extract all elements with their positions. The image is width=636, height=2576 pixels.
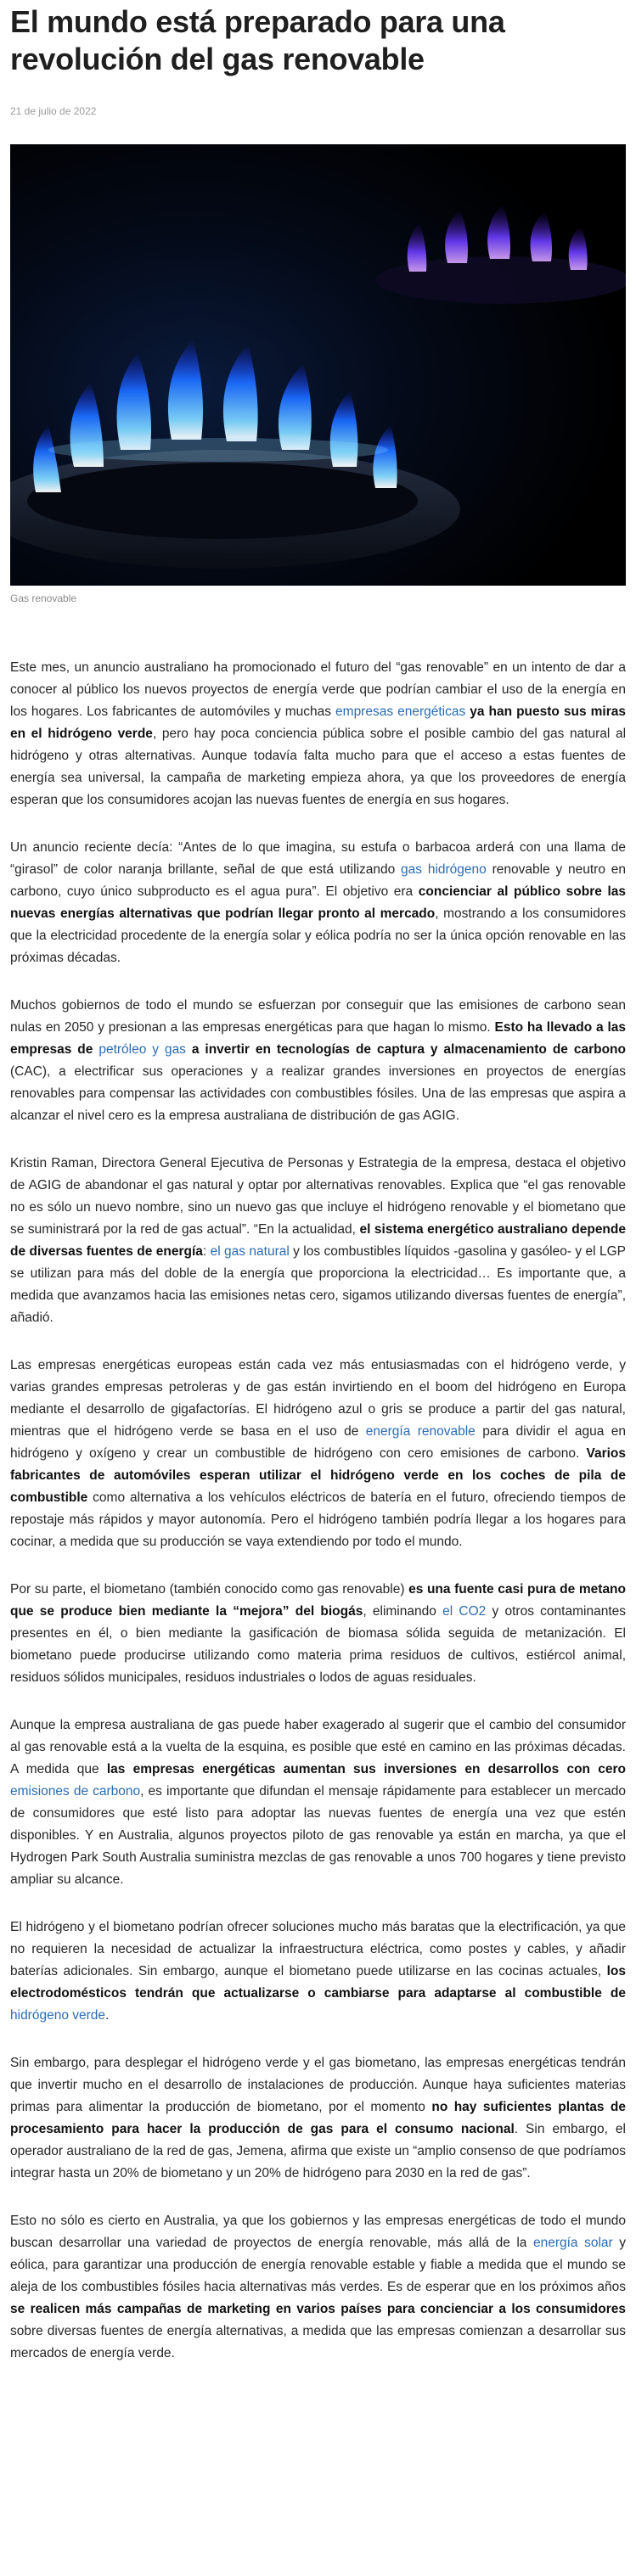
- paragraph-7: Aunque la empresa australiana de gas puede haber exagerado al sugerir que el cambio del consumidor al gas renovable está a la vuelta de la esquina, es posible que esté en camino en las próximas décadas. A medida que las empresas energéticas aumentan sus inversiones en desarrollos con cero emisiones de carbono, es importante que difundan el mensaje rápidamente para establecer un mercado de consumidores que esté listo para adoptar las nuevas fuentes de energía una vez que estén disponibles. Y en Australia, algunos proyectos piloto de gas renovable ya están en marcha, ya que el Hydrogen Park South Australia suministra mezclas de gas renovable a unos 700 hogares y tiene previsto ampliar su alcance.: [10, 1718, 626, 1887]
- article-date: 21 de julio de 2022: [10, 105, 97, 117]
- paragraph-9: Sin embargo, para desplegar el hidrógeno verde y el gas biometano, las empresas energéticas tendrán que invertir mucho en el desarrollo de instalaciones de producción. Aunque haya suficientes materias primas para alimentar la producción de biometano, por el momento no hay suficientes plantas de procesamiento para hacer la producción de gas para el consumo nacional. Sin embargo, el operador australiano de la red de gas, Jemena, afirma que existe un “amplio consenso de que podríamos integrar hasta un 20% de biometano y un 20% de hidrógeno para 2030 en la red de gas”.: [10, 2056, 626, 2180]
- paragraph-2: Un anuncio reciente decía: “Antes de lo que imagina, su estufa o barbacoa arderá con una llama de “girasol” de color naranja brillante, señal de que está utilizando gas hidrógeno renovable y neutro en carbono, cuyo único subproducto es el agua pura”. El objetivo era concienciar al público sobre las nuevas energías alternativas que podrían llegar pronto al mercado, mostrando a los consumidores que la electricidad procedente de la energía solar y eólica podría no ser la única opción renovable en las próximas décadas.: [10, 840, 627, 965]
- hero-figure: [10, 144, 626, 586]
- link-hidrogeno-verde[interactable]: hidrógeno verde: [10, 2008, 106, 2023]
- article-body: [10, 657, 626, 2365]
- paragraph-6: Por su parte, el biometano (también conocido como gas renovable) es una fuente casi pura de metano que se produce bien mediante la “mejora” del biogás, eliminando el CO2 y otros contaminantes presentes en él, o bien mediante la gasificación de biomasa sólida seguida de metanización. El biometano puede producirse utilizando como materia prima residuos de cultivos, estiércol animal, residuos sólidos municipales, residuos industriales o lodos de aguas residuales.: [10, 1582, 626, 1685]
- image-caption: Gas renovable: [10, 592, 77, 604]
- paragraph-4: Kristin Raman, Directora General Ejecutiva de Personas y Estrategia de la empresa, destaca el objetivo de AGIG de abandonar el gas natural y optar por alternativas renovables. Explica que “el gas renovable no es sólo un nuevo nombre, sino un nuevo gas que incluye el hidrógeno renovable y el biometano que se suministrará por la red de gas actual”. “En la actualidad, el sistema energético australiano depende de diversas fuentes de energía: el gas natural y los combustibles líquidos -gasolina y gasóleo- y el LGP se utilizan para más del doble de la energía que proporciona la electricidad… Es importante que, a medida que avanzamos hacia las emisiones netas cero, sigamos utilizando diversas fuentes de energía”, añadió.: [10, 1156, 626, 1325]
- article-title: El mundo está preparado para una revolución del gas renovable: [10, 4, 505, 76]
- link-el-co2[interactable]: el CO2: [442, 1604, 487, 1619]
- link-gas-hidrogeno[interactable]: gas hidrógeno: [401, 862, 487, 877]
- link-energia-renovable[interactable]: energía renovable: [365, 1424, 476, 1439]
- link-petroleo-y-gas[interactable]: petróleo y gas: [98, 1042, 186, 1057]
- link-emisiones-de-carbono[interactable]: emisiones de carbono: [10, 1784, 141, 1799]
- paragraph-5: Las empresas energéticas europeas están cada vez más entusiasmadas con el hidrógeno verde, y varias grandes empresas petroleras y de gas están invirtiendo en el boom del hidrógeno en Europa mediante el desarrollo de gigafactorías. El hidrógeno azul o gris se produce a partir del gas natural, mientras que el hidrógeno verde se basa en el uso de energía renovable para dividir el agua en hidrógeno y oxígeno y crear un combustible de hidrógeno con cero emisiones de carbono. Varios fabricantes de automóviles esperan utilizar el hidrógeno verde en los coches de pila de combustible como alternativa a los vehículos eléctricos de batería en el futuro, ofreciendo tiempos de repostaje más rápidos y mayor autonomía. Pero el hidrógeno también podría llegar a los hogares para cocinar, a medida que su producción se vaya extendiendo por todo el mundo.: [10, 1358, 626, 1549]
- gas-burner-flame-image: [10, 144, 626, 586]
- paragraph-3: Muchos gobiernos de todo el mundo se esfuerzan por conseguir que las emisiones de carbono sean nulas en 2050 y presionan a las empresas energéticas para que hagan lo mismo. Esto ha llevado a las empresas de petróleo y gas a invertir en tecnologías de captura y almacenamiento de carbono (CAC), a electrificar sus operaciones y a realizar grandes inversiones en proyectos de energías renovables para compensar las actividades con combustibles fósiles. Una de las empresas que aspira a alcanzar el nivel cero es la empresa australiana de distribución de gas AGIG.: [10, 998, 626, 1123]
- paragraph-1: Este mes, un anuncio australiano ha promocionado el futuro del “gas renovable” en un intento de dar a conocer al público los nuevos proyectos de energía verde que podrían cambiar el uso de la energía en los hogares. Los fabricantes de automóviles y muchas empresas energéticas ya han puesto sus miras en el hidrógeno verde, pero hay poca conciencia pública sobre el posible cambio del gas natural al hidrógeno y otras alternativas. Aunque todavía falta mucho para que el acceso a estas fuentes de energía sea universal, la campaña de marketing empieza ahora, ya que los proveedores de energía esperan que los consumidores acojan las nuevas fuentes de energía en sus hogares.: [10, 660, 627, 807]
- paragraph-8: El hidrógeno y el biometano podrían ofrecer soluciones mucho más baratas que la electrificación, ya que no requieren la necesidad de actualizar la infraestructura eléctrica, como postes y cables, y añadir baterías adicionales. Sin embargo, aunque el biometano puede utilizarse en las cocinas actuales, los electrodomésticos tendrán que actualizarse o cambiarse para adaptarse al combustible de hidrógeno verde.: [10, 1920, 626, 2023]
- paragraph-10: Esto no sólo es cierto en Australia, ya que los gobiernos y las empresas energéticas de todo el mundo buscan desarrollar una variedad de proyectos de energía renovable, más allá de la energía solar y eólica, para garantizar una producción de energía renovable estable y fiable a medida que el mundo se aleja de los combustibles fósiles hacia alternativas más verdes. Es de esperar que en los próximos años se realicen más campañas de marketing en varios países para concienciar a los consumidores sobre diversas fuentes de energía alternativas, a medida que las empresas comienzan a desarrollar sus mercados de energía verde.: [10, 2214, 626, 2360]
- link-empresas-energeticas[interactable]: empresas energéticas: [335, 704, 466, 719]
- link-el-gas-natural[interactable]: el gas natural: [210, 1244, 290, 1259]
- link-energia-solar[interactable]: energía solar: [532, 2236, 613, 2250]
